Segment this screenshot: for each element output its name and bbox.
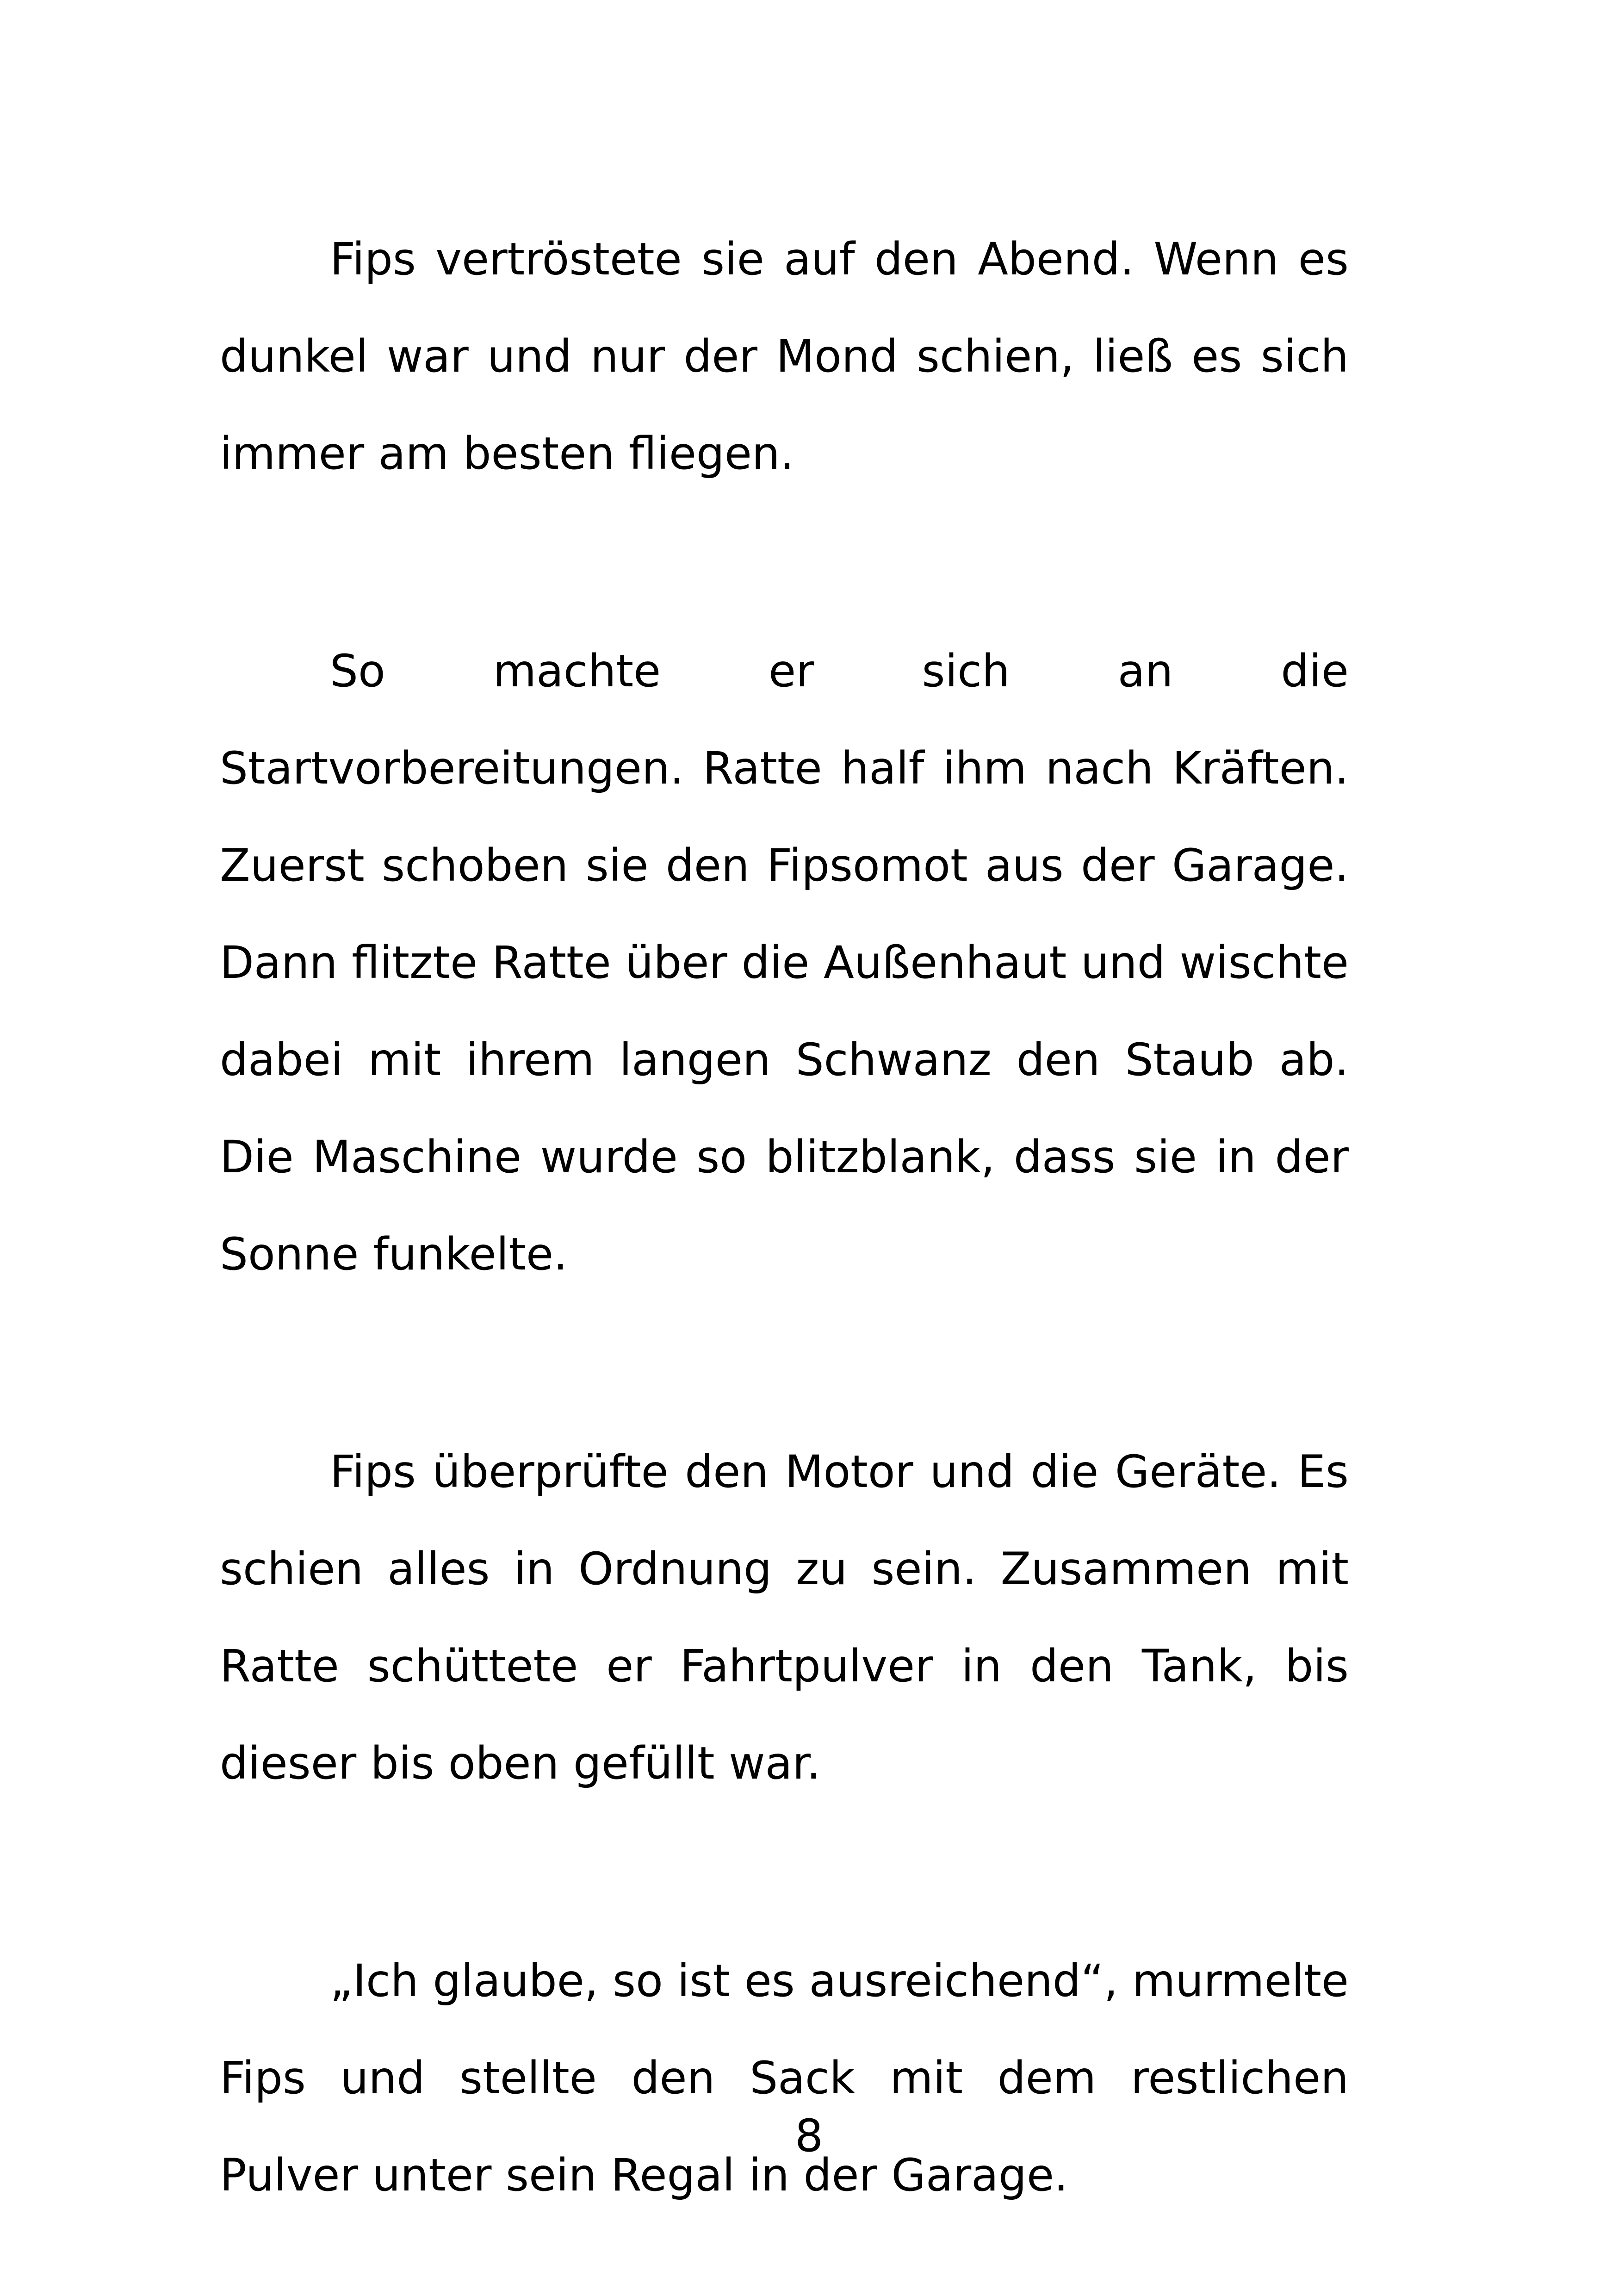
page-number: 8 xyxy=(794,2110,824,2162)
paragraph-2: So machte er sich an die Startvorbereitungen. Ratte half ihm nach Kräften. Zuerst schoben sie den Fipsomot aus der Garage. Dann flitzte Ratte über die Außenhaut und wischte dabei mit ihrem langen Schwanz den Staub ab. Die Maschine wurde so blitzblank, dass sie in der Sonne funkelte. xyxy=(220,645,1349,1280)
paragraph-4: „Ich glaube, so ist es ausreichend“, murmelte Fips und stellte den Sack mit dem restlichen Pulver unter sein Regal in der Garage. xyxy=(220,1955,1349,2201)
paragraph-1: Fips vertröstete sie auf den Abend. Wenn es dunkel war und nur der Mond schien, ließ es sich immer am besten fliegen. xyxy=(220,233,1349,479)
paragraph-3: Fips überprüfte den Motor und die Geräte. Es schien alles in Ordnung zu sein. Zusammen mit Ratte schüttete er Fahrtpulver in den Tank, bis dieser bis oben gefüllt war. xyxy=(220,1446,1349,1789)
story-text xyxy=(220,211,1349,2224)
